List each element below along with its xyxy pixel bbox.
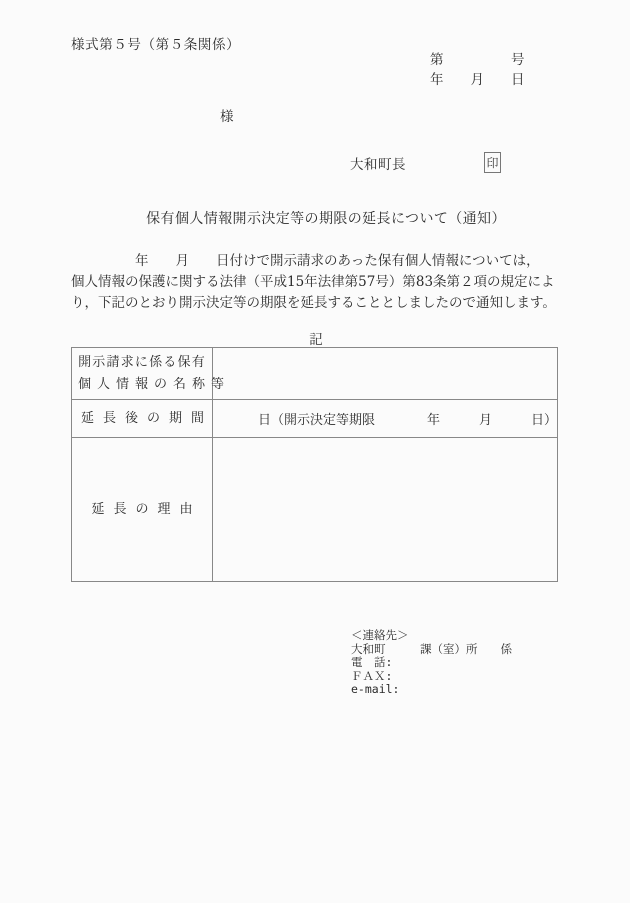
body-line-2: 個人情報の保護に関する法律（平成15年法律第57号）第83条第２項の規定によ [71,274,555,290]
ki-marker: 記 [309,332,323,348]
page-title: 保有個人情報開示決定等の期限の延長について（通知） [146,211,506,227]
document-meta [430,50,525,90]
form-number: 様式第５号（第５条関係） [71,37,241,53]
row-value-extension-reason[interactable] [213,438,558,582]
body-line-3: り，下記のとおり開示決定等の期限を延長することとしましたので通知します。 [71,295,556,311]
document-date-line: 年 月 日 [430,72,525,88]
body-paragraph [71,251,563,314]
table-row [72,400,558,438]
row-value-disclosure-request[interactable] [213,348,558,400]
detail-table [71,347,558,582]
row-label-line-1: 延長後の期間 [81,410,214,426]
contact-email: e-mail: [351,682,400,696]
addressee-honorific: 様 [220,109,234,125]
table-row [72,438,558,582]
contact-block [351,629,512,697]
row-label-extended-period [72,400,213,438]
contact-phone: 電 話: [351,655,393,669]
row-label-line-1: 開示請求に係る保有 [78,354,206,370]
row-label-disclosure-request [72,348,231,400]
row-value-extended-period[interactable] [213,400,558,438]
issuer-name: 大和町長 [350,157,406,173]
seal-stamp-box: 印 [484,152,501,173]
row-label-line-2: 個人情報の名称等 [78,376,231,392]
document-number-line: 第 号 [430,52,525,68]
contact-department: 大和町 課（室）所 係 [351,641,512,656]
body-line-1: 年 月 日付けで開示請求のあった保有個人情報については， [135,253,540,269]
row-value-text: 日（開示決定等期限 年 月 日） [258,413,558,428]
contact-heading: ＜連絡先＞ [351,628,409,642]
table-row [72,348,558,400]
row-label-extension-reason [72,438,213,582]
contact-fax: ＦＡＸ: [351,668,393,683]
row-label-line-1: 延長の理由 [91,501,202,517]
